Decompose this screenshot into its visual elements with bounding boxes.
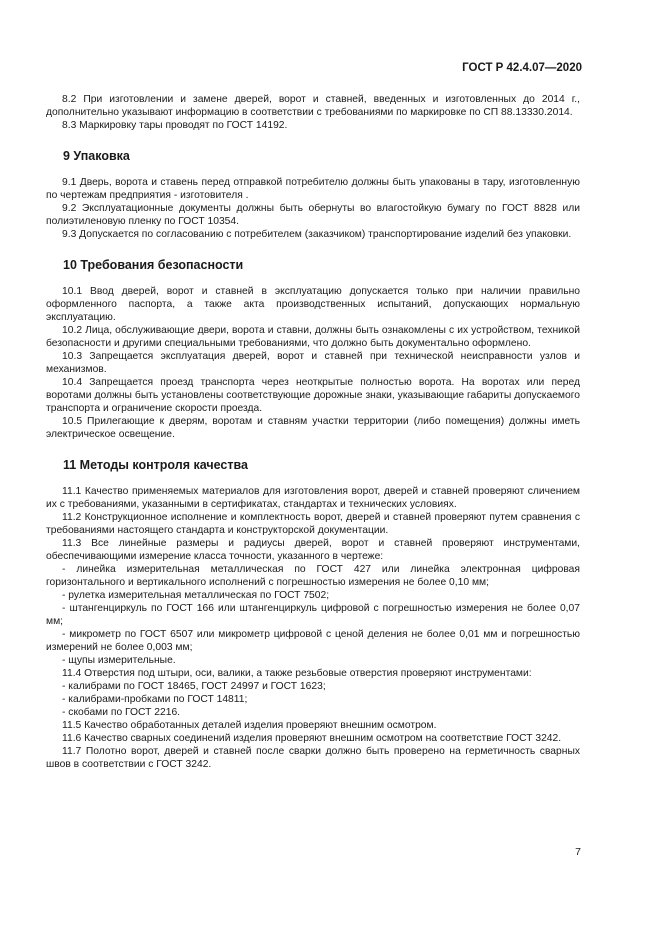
list-item: - штангенциркуль по ГОСТ 166 или штангенциркуль цифровой с погрешностью измерения не более 0,07 мм; [46, 603, 580, 627]
list-item: - линейка измерительная металлическая по ГОСТ 427 или линейка электронная цифровая горизонтального и вертикального исполнений с погрешностью измерения не более 0,10 мм; [46, 564, 580, 588]
section-10-heading: 10 Требования безопасности [63, 258, 244, 272]
list-item: - щупы измерительные. [62, 655, 176, 666]
section-11-heading: 11 Методы контроля качества [63, 458, 248, 472]
paragraph-11-4: 11.4 Отверстия под штыри, оси, валики, а также резьбовые отверстия проверяют инструментами: [62, 668, 532, 679]
paragraph-9-2: 9.2 Эксплуатационные документы должны быть обернуты во влагостойкую бумагу по ГОСТ 8828 или полиэтиленовую пленку по ГОСТ 10354. [46, 203, 580, 227]
list-item: - калибрами по ГОСТ 18465, ГОСТ 24997 и ГОСТ 1623; [62, 681, 326, 692]
list-item: - скобами по ГОСТ 2216. [62, 707, 181, 718]
paragraph-8-3: 8.3 Маркировку тары проводят по ГОСТ 14192. [62, 120, 288, 131]
paragraph-9-1: 9.1 Дверь, ворота и ставень перед отправкой потребителю должны быть упакованы в тару, изготовленную по чертежам предприятия - изготовителя . [46, 177, 580, 201]
paragraph-10-2: 10.2 Лица, обслуживающие двери, ворота и ставни, должны быть ознакомлены с их устройством, техникой безопасности и другими специальными требованиями, что должно быть документально оформлено. [46, 325, 580, 349]
paragraph-10-3: 10.3 Запрещается эксплуатация дверей, ворот и ставней при технической неисправности узлов и механизмов. [46, 351, 580, 375]
list-item: - рулетка измерительная металлическая по ГОСТ 7502; [62, 590, 330, 601]
list-item: - микрометр по ГОСТ 6507 или микрометр цифровой с ценой деления не более 0,01 мм и погрешностью измерений не более 0,003 мм; [46, 629, 580, 653]
paragraph-10-1: 10.1 Ввод дверей, ворот и ставней в эксплуатацию допускается только при наличии правильно оформленного паспорта, а также акта производственных испытаний, допускающих нормальную эксплуатацию. [46, 286, 580, 323]
paragraph-11-6: 11.6 Качество сварных соединений изделия проверяют внешним осмотром на соответствие ГОСТ 3242. [62, 733, 562, 744]
page-number: 7 [575, 846, 581, 858]
paragraph-11-3: 11.3 Все линейные размеры и радиусы дверей, ворот и ставней проверяют инструментами, обеспечивающими измерение класса точности, указанного в чертеже: [46, 538, 580, 562]
section-9-heading: 9 Упаковка [63, 149, 130, 163]
paragraph-11-5: 11.5 Качество обработанных деталей изделия проверяют внешним осмотром. [62, 720, 437, 731]
paragraph-8-2: 8.2 При изготовлении и замене дверей, ворот и ставней, введенных и изготовленных до 2014 г., дополнительно указывают информацию в соответствии с требованиями по маркировке по СП 88.13330.2014. [46, 94, 580, 118]
page-body [46, 93, 580, 771]
paragraph-10-5: 10.5 Прилегающие к дверям, воротам и ставням участки территории (либо помещения) должны иметь электрическое освещение. [46, 416, 580, 440]
list-item: - калибрами-пробками по ГОСТ 14811; [62, 694, 248, 705]
paragraph-11-1: 11.1 Качество применяемых материалов для изготовления ворот, дверей и ставней проверяют сличением их с требованиями, указанными в сертификатах, стандартах и технических условиях. [46, 486, 580, 510]
paragraph-9-3: 9.3 Допускается по согласованию с потребителем (заказчиком) транспортирование изделий без упаковки. [62, 229, 572, 240]
standard-designation: ГОСТ Р 42.4.07—2020 [462, 62, 582, 74]
paragraph-11-7: 11.7 Полотно ворот, дверей и ставней после сварки должно быть проверено на герметичность сварных швов в соответствии с ГОСТ 3242. [46, 746, 580, 770]
paragraph-11-2: 11.2 Конструкционное исполнение и комплектность ворот, дверей и ставней проверяют путем сравнения с требованиями настоящего стандарта и конструкторской документации. [46, 512, 580, 536]
paragraph-10-4: 10.4 Запрещается проезд транспорта через неоткрытые полностью ворота. На воротах или перед воротами должны быть установлены соответствующие дорожные знаки, указывающие габариты допускаемого транспорта и ограничение скорости проезда. [46, 377, 580, 414]
